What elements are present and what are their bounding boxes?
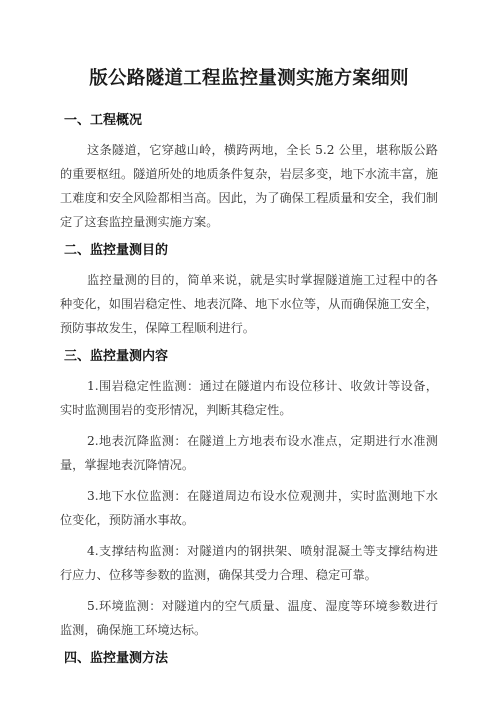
list-item-paragraph: 2.地表沉降监测：在隧道上方地表布设水准点，定期进行水准测量，掌握地表沉降情况。 (60, 434, 438, 472)
list-item-paragraph: 3.地下水位监测：在隧道周边布设水位观测井，实时监测地下水位变化，预防涌水事故。 (60, 489, 438, 527)
section-overview (60, 111, 438, 234)
section-heading: 四、监控量测方法 (64, 651, 169, 666)
list-item-paragraph: 5.环境监测：对隧道内的空气质量、温度、湿度等环境参数进行监测，确保施工环境达标。 (60, 599, 438, 637)
section-heading: 一、工程概况 (64, 113, 143, 128)
section-content (60, 347, 438, 642)
section-heading: 二、监控量测目的 (64, 243, 169, 258)
section-heading: 三、监控量测内容 (64, 349, 169, 364)
list-item-paragraph: 4.支撑结构监测：对隧道内的钢拱架、喷射混凝土等支撑结构进行应力、位移等参数的监测，确保其受力合理、稳定可靠。 (60, 544, 438, 582)
section-purpose (60, 241, 438, 340)
paragraph: 这条隧道，它穿越山岭，横跨两地，全长 5.2 公里，堪称版公路的重要枢纽。隧道所处的地质条件复杂，岩层多变，地下水流丰富，施工难度和安全风险都相当高。因此，为了确保工程质量和安全，我们制定了这套监控量测实施方案。 (60, 143, 438, 229)
section-methods (60, 649, 438, 668)
list-item-paragraph: 1.围岩稳定性监测：通过在隧道内布设位移计、收敛计等设备，实时监测围岩的变形情况，判断其稳定性。 (60, 379, 438, 417)
paragraph: 监控量测的目的，简单来说，就是实时掌握隧道施工过程中的各种变化，如围岩稳定性、地表沉降、地下水位等，从而确保施工安全，预防事故发生，保障工程顺利进行。 (60, 273, 438, 335)
document-title: 版公路隧道工程监控量测实施方案细则 (89, 68, 409, 89)
